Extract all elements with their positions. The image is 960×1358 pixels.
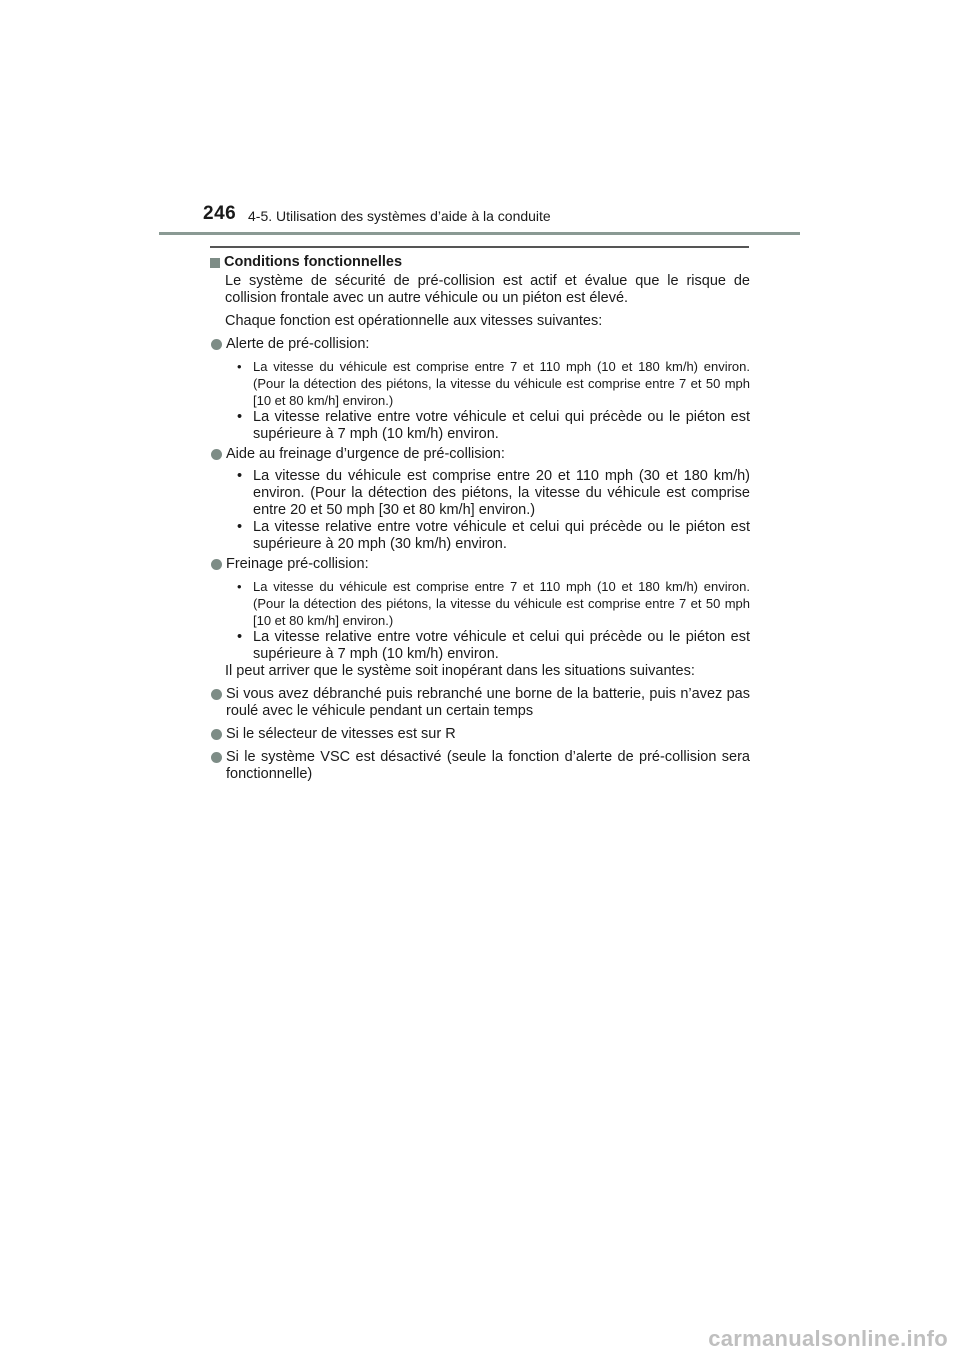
sub-item [237, 358, 750, 409]
inoperative-text: Si le sélecteur de vitesses est sur R [226, 726, 456, 742]
circle-bullet-icon [211, 729, 222, 740]
square-bullet-icon [210, 258, 220, 268]
sub-item-text: La vitesse relative entre votre véhicule et celui qui précède ou le piéton est supérieure à 20 mph (30 km/h) environ. [253, 519, 750, 552]
chapter-title: 4-5. Utilisation des systèmes d’aide à la conduite [248, 208, 551, 224]
function-item [210, 556, 750, 573]
dot-bullet-icon: • [237, 519, 243, 535]
sub-list [210, 468, 750, 553]
inoperative-item [210, 749, 750, 783]
sub-item-text: La vitesse relative entre votre véhicule et celui qui précède ou le piéton est supérieure à 7 mph (10 km/h) environ. [253, 629, 750, 662]
section-title: Conditions fonctionnelles [224, 254, 403, 270]
function-label: Alerte de pré-collision: [226, 336, 370, 352]
sub-item [237, 409, 750, 443]
intro-paragraph: Le système de sécurité de pré-collision est actif et évalue que le risque de collision frontale avec un autre véhicule ou un piéton est élevé. [225, 273, 750, 306]
function-item [210, 446, 750, 463]
circle-bullet-icon [211, 559, 222, 570]
sub-item-text: La vitesse relative entre votre véhicule et celui qui précède ou le piéton est supérieure à 7 mph (10 km/h) environ. [253, 409, 750, 442]
function-label: Aide au freinage d’urgence de pré-collision: [226, 446, 505, 462]
page-number: 246 [203, 203, 237, 224]
inoperative-item [210, 686, 750, 720]
inoperative-item [210, 726, 750, 743]
sub-item-text: La vitesse du véhicule est comprise entre 7 et 110 mph (10 et 180 km/h) environ. (Pour la détection des piétons, la vitesse du véhicule est comprise entre 7 et 50 mph [10 et 80 km/h] environ.) [253, 359, 750, 408]
sub-item [237, 629, 750, 663]
circle-bullet-icon [211, 689, 222, 700]
inoperative-text: Si le système VSC est désactivé (seule la fonction d’alerte de pré-collision sera fonctionnelle) [226, 749, 750, 782]
sub-item [237, 468, 750, 519]
circle-bullet-icon [211, 449, 222, 460]
dot-bullet-icon: • [237, 468, 243, 484]
section-heading [210, 254, 750, 271]
sub-item [237, 578, 750, 629]
header-rule [159, 232, 800, 235]
sub-item [237, 519, 750, 553]
sub-list [210, 358, 750, 443]
watermark: carmanualsonline.info [708, 1326, 948, 1351]
sub-list [210, 578, 750, 663]
function-item [210, 336, 750, 353]
section-rule [210, 246, 749, 248]
sub-item-text: La vitesse du véhicule est comprise entre 7 et 110 mph (10 et 180 km/h) environ. (Pour la détection des piétons, la vitesse du véhicule est comprise entre 7 et 50 mph [10 et 80 km/h] environ.) [253, 579, 750, 628]
speeds-intro: Chaque fonction est opérationnelle aux vitesses suivantes: [225, 313, 603, 329]
inoperative-text: Si vous avez débranché puis rebranché une borne de la batterie, puis n’avez pas roulé avec le véhicule pendant un certain temps [226, 686, 750, 719]
sub-item-text: La vitesse du véhicule est comprise entre 20 et 110 mph (30 et 180 km/h) environ. (Pour la détection des piétons, la vitesse du véhicule est comprise entre 20 et 50 mph [30 et 80 km/h] environ.) [253, 468, 750, 518]
circle-bullet-icon [211, 752, 222, 763]
dot-bullet-icon: • [237, 359, 242, 374]
dot-bullet-icon: • [237, 409, 243, 425]
function-label: Freinage pré-collision: [226, 556, 369, 572]
dot-bullet-icon: • [237, 629, 243, 645]
section-content [210, 254, 750, 783]
inoperative-intro: Il peut arriver que le système soit inopérant dans les situations suivantes: [225, 663, 695, 679]
dot-bullet-icon: • [237, 579, 242, 594]
circle-bullet-icon [211, 339, 222, 350]
